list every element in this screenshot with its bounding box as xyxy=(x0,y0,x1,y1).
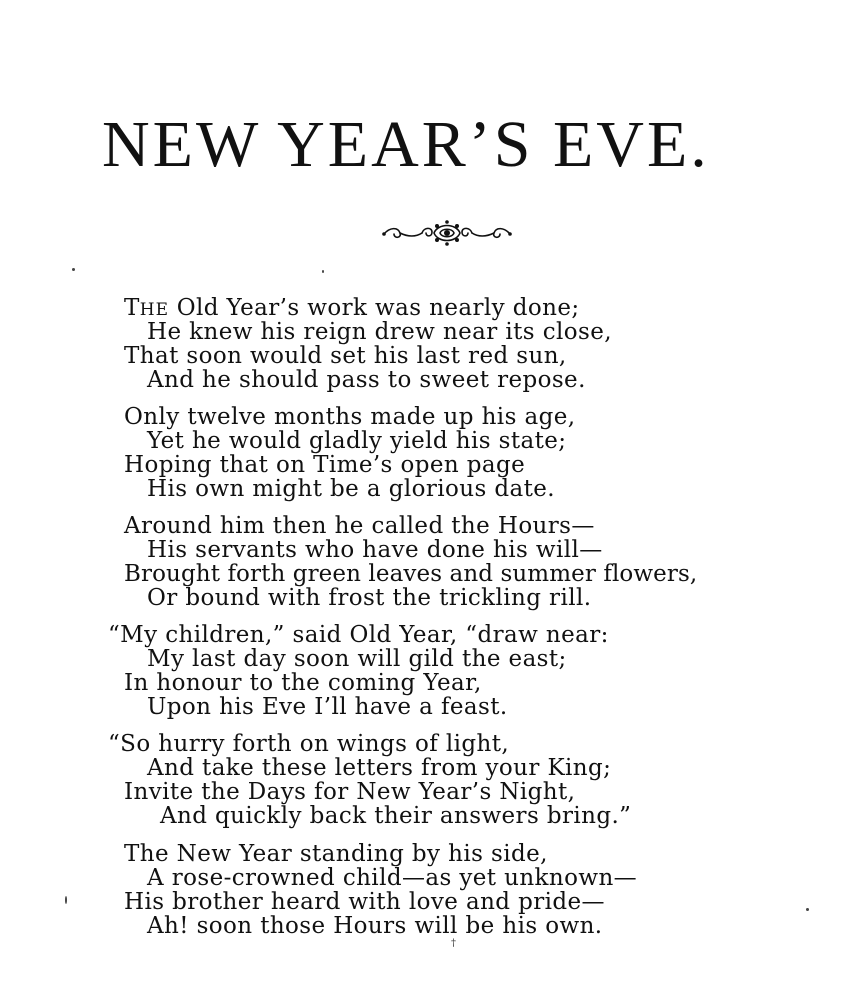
poem-line: And take these letters from your King; xyxy=(147,755,612,781)
scan-speck xyxy=(72,268,75,271)
poem-line: THE Old Year’s work was nearly done; xyxy=(124,295,580,321)
poem-line: His brother heard with love and pride— xyxy=(124,889,605,915)
poem-line: That soon would set his last red sun, xyxy=(124,343,567,369)
poem-line: Invite the Days for New Year’s Night, xyxy=(124,779,576,805)
scan-speck xyxy=(65,896,67,904)
scan-speck xyxy=(806,908,809,911)
poem-line: And he should pass to sweet repose. xyxy=(147,367,586,393)
poem-line: Hoping that on Time’s open page xyxy=(124,452,526,478)
poem-line: The New Year standing by his side, xyxy=(124,841,548,867)
poem-line: Yet he would gladly yield his state; xyxy=(147,428,567,454)
poem-line: Only twelve months made up his age, xyxy=(124,404,576,430)
poem-line: Ah! soon those Hours will be his own. xyxy=(147,913,603,939)
smallcaps-text: HE xyxy=(139,300,169,320)
poem-line: Around him then he called the Hours— xyxy=(124,513,595,539)
poem-line: My last day soon will gild the east; xyxy=(147,646,567,672)
poem-title: NEW YEAR’S EVE. xyxy=(102,108,710,181)
poem-line: Brought forth green leaves and summer flowers, xyxy=(124,561,698,587)
poem-line: In honour to the coming Year, xyxy=(124,670,482,696)
poem-line: He knew his reign drew near its close, xyxy=(147,319,612,345)
poem-line: A rose-crowned child—as yet unknown— xyxy=(147,865,638,891)
ornament-icon xyxy=(380,217,514,247)
page-mark: † xyxy=(451,938,456,949)
poem-line: Or bound with frost the trickling rill. xyxy=(147,585,592,611)
poem-line: His servants who have done his will— xyxy=(147,537,603,563)
poem-line: And quickly back their answers bring.” xyxy=(160,803,632,829)
poem-line: “So hurry forth on wings of light, xyxy=(108,731,510,757)
poem-line: His own might be a glorious date. xyxy=(147,476,555,502)
scan-speck xyxy=(322,270,324,273)
dropcap-letter: T xyxy=(124,295,140,321)
poem-line: “My children,” said Old Year, “draw near: xyxy=(108,622,609,648)
poem-line: Upon his Eve I’ll have a feast. xyxy=(147,694,508,720)
